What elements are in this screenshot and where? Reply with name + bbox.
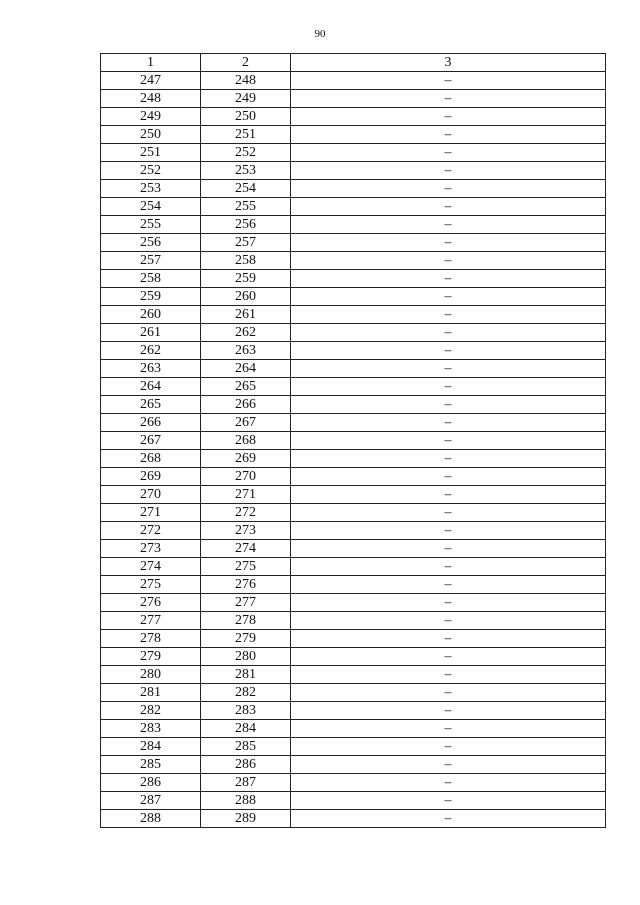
table-row: [101, 126, 606, 144]
table-row: [101, 324, 606, 342]
table-cell-col3: –: [291, 306, 606, 324]
table-cell-col1: 282: [101, 702, 201, 720]
table-cell-col2: 283: [201, 702, 291, 720]
table-row: [101, 162, 606, 180]
table-cell-col3: –: [291, 198, 606, 216]
table-cell-col2: 274: [201, 540, 291, 558]
table-row: [101, 90, 606, 108]
table-cell-col2: 262: [201, 324, 291, 342]
table-cell-col3: –: [291, 648, 606, 666]
table-cell-col2: 261: [201, 306, 291, 324]
table-cell-col1: 274: [101, 558, 201, 576]
table-cell-col2: 271: [201, 486, 291, 504]
table-row: [101, 630, 606, 648]
table-cell-col1: 276: [101, 594, 201, 612]
table-cell-col1: 255: [101, 216, 201, 234]
column-header-2: 2: [201, 54, 291, 72]
table-cell-col3: –: [291, 720, 606, 738]
table-row: [101, 216, 606, 234]
table-cell-col2: 277: [201, 594, 291, 612]
table-cell-col1: 264: [101, 378, 201, 396]
page-number: 90: [314, 28, 326, 40]
table-cell-col1: 261: [101, 324, 201, 342]
table-cell-col1: 285: [101, 756, 201, 774]
table-row: [101, 522, 606, 540]
table-row: [101, 450, 606, 468]
table-cell-col3: –: [291, 666, 606, 684]
table-cell-col1: 256: [101, 234, 201, 252]
table-cell-col1: 269: [101, 468, 201, 486]
table-row: [101, 792, 606, 810]
table-cell-col2: 265: [201, 378, 291, 396]
table-cell-col2: 278: [201, 612, 291, 630]
table-row: [101, 666, 606, 684]
table-row: [101, 594, 606, 612]
table-cell-col1: 284: [101, 738, 201, 756]
table-cell-col2: 268: [201, 432, 291, 450]
table-cell-col3: –: [291, 612, 606, 630]
column-header-1: 1: [101, 54, 201, 72]
table-cell-col3: –: [291, 558, 606, 576]
table-row: [101, 540, 606, 558]
table-cell-col3: –: [291, 414, 606, 432]
table-cell-col2: 258: [201, 252, 291, 270]
table-row: [101, 432, 606, 450]
table-cell-col3: –: [291, 288, 606, 306]
table-cell-col1: 277: [101, 612, 201, 630]
table-row: [101, 306, 606, 324]
table-cell-col3: –: [291, 576, 606, 594]
table-row: [101, 234, 606, 252]
table-row: [101, 72, 606, 90]
table-cell-col1: 260: [101, 306, 201, 324]
table-row: [101, 108, 606, 126]
table-cell-col1: 248: [101, 90, 201, 108]
table-cell-col1: 249: [101, 108, 201, 126]
table-cell-col3: –: [291, 360, 606, 378]
table-cell-col3: –: [291, 738, 606, 756]
table-cell-col3: –: [291, 540, 606, 558]
table-row: [101, 144, 606, 162]
table-row: [101, 396, 606, 414]
table-cell-col2: 276: [201, 576, 291, 594]
table-row: [101, 558, 606, 576]
table-cell-col1: 271: [101, 504, 201, 522]
table-row: [101, 504, 606, 522]
table-cell-col3: –: [291, 108, 606, 126]
table-row: [101, 180, 606, 198]
table-cell-col3: –: [291, 90, 606, 108]
table-cell-col1: 254: [101, 198, 201, 216]
table-row: [101, 612, 606, 630]
table-cell-col2: 275: [201, 558, 291, 576]
table-cell-col3: –: [291, 324, 606, 342]
table-cell-col3: –: [291, 504, 606, 522]
table-cell-col1: 252: [101, 162, 201, 180]
table-cell-col2: 248: [201, 72, 291, 90]
table-cell-col3: –: [291, 756, 606, 774]
table-cell-col1: 250: [101, 126, 201, 144]
table-cell-col2: 287: [201, 774, 291, 792]
table-row: [101, 486, 606, 504]
table-cell-col2: 257: [201, 234, 291, 252]
table-row: [101, 342, 606, 360]
table-cell-col1: 253: [101, 180, 201, 198]
table-row: [101, 756, 606, 774]
table-cell-col2: 282: [201, 684, 291, 702]
table-cell-col2: 286: [201, 756, 291, 774]
table-cell-col2: 279: [201, 630, 291, 648]
table-cell-col2: 264: [201, 360, 291, 378]
table-cell-col3: –: [291, 396, 606, 414]
table-cell-col1: 275: [101, 576, 201, 594]
table-cell-col1: 272: [101, 522, 201, 540]
table-cell-col2: 259: [201, 270, 291, 288]
table-cell-col3: –: [291, 216, 606, 234]
table-cell-col2: 253: [201, 162, 291, 180]
table-cell-col1: 262: [101, 342, 201, 360]
table-row: [101, 648, 606, 666]
table-row: [101, 576, 606, 594]
table-row: [101, 774, 606, 792]
table-cell-col3: –: [291, 270, 606, 288]
table-cell-col2: 256: [201, 216, 291, 234]
table-body: [101, 72, 606, 828]
table-cell-col2: 270: [201, 468, 291, 486]
table-cell-col1: 257: [101, 252, 201, 270]
table-cell-col3: –: [291, 180, 606, 198]
table-cell-col2: 273: [201, 522, 291, 540]
table-cell-col2: 249: [201, 90, 291, 108]
table-header-row: [101, 54, 606, 72]
table-row: [101, 720, 606, 738]
table-cell-col1: 286: [101, 774, 201, 792]
table-cell-col1: 258: [101, 270, 201, 288]
table-cell-col2: 255: [201, 198, 291, 216]
table-cell-col2: 252: [201, 144, 291, 162]
table-cell-col3: –: [291, 468, 606, 486]
table-cell-col2: 263: [201, 342, 291, 360]
table-cell-col3: –: [291, 810, 606, 828]
table-cell-col2: 269: [201, 450, 291, 468]
table-cell-col1: 288: [101, 810, 201, 828]
table-cell-col2: 272: [201, 504, 291, 522]
table-cell-col1: 279: [101, 648, 201, 666]
table-cell-col3: –: [291, 342, 606, 360]
table-cell-col3: –: [291, 378, 606, 396]
table-cell-col3: –: [291, 126, 606, 144]
table-cell-col1: 247: [101, 72, 201, 90]
table-cell-col2: 266: [201, 396, 291, 414]
table-cell-col2: 284: [201, 720, 291, 738]
table-cell-col2: 251: [201, 126, 291, 144]
table-row: [101, 414, 606, 432]
table-row: [101, 198, 606, 216]
table-cell-col1: 268: [101, 450, 201, 468]
table-row: [101, 810, 606, 828]
data-table: [100, 53, 606, 828]
table-cell-col3: –: [291, 72, 606, 90]
table-cell-col1: 273: [101, 540, 201, 558]
table-cell-col2: 281: [201, 666, 291, 684]
table-cell-col3: –: [291, 144, 606, 162]
table-cell-col2: 288: [201, 792, 291, 810]
table-cell-col1: 251: [101, 144, 201, 162]
table-cell-col2: 280: [201, 648, 291, 666]
table-cell-col3: –: [291, 252, 606, 270]
table-cell-col1: 281: [101, 684, 201, 702]
table-cell-col1: 267: [101, 432, 201, 450]
table-cell-col1: 280: [101, 666, 201, 684]
table-cell-col3: –: [291, 162, 606, 180]
table-row: [101, 378, 606, 396]
table-cell-col3: –: [291, 630, 606, 648]
table-cell-col2: 289: [201, 810, 291, 828]
table-row: [101, 684, 606, 702]
table-row: [101, 738, 606, 756]
table-cell-col1: 278: [101, 630, 201, 648]
table-cell-col3: –: [291, 774, 606, 792]
table-cell-col1: 259: [101, 288, 201, 306]
table-row: [101, 360, 606, 378]
table-cell-col1: 270: [101, 486, 201, 504]
table-cell-col3: –: [291, 702, 606, 720]
table-row: [101, 252, 606, 270]
table-cell-col1: 283: [101, 720, 201, 738]
table-cell-col2: 260: [201, 288, 291, 306]
table-cell-col2: 250: [201, 108, 291, 126]
table-row: [101, 702, 606, 720]
table-row: [101, 270, 606, 288]
table-cell-col2: 254: [201, 180, 291, 198]
table-cell-col1: 287: [101, 792, 201, 810]
table-cell-col3: –: [291, 684, 606, 702]
table-cell-col3: –: [291, 522, 606, 540]
table-cell-col2: 285: [201, 738, 291, 756]
table-cell-col3: –: [291, 432, 606, 450]
table-cell-col1: 266: [101, 414, 201, 432]
table-row: [101, 288, 606, 306]
table-cell-col3: –: [291, 486, 606, 504]
table-cell-col3: –: [291, 234, 606, 252]
table-cell-col3: –: [291, 792, 606, 810]
table-cell-col1: 265: [101, 396, 201, 414]
table-cell-col3: –: [291, 594, 606, 612]
column-header-3: 3: [291, 54, 606, 72]
table-cell-col2: 267: [201, 414, 291, 432]
table-cell-col1: 263: [101, 360, 201, 378]
table-row: [101, 468, 606, 486]
table-cell-col3: –: [291, 450, 606, 468]
